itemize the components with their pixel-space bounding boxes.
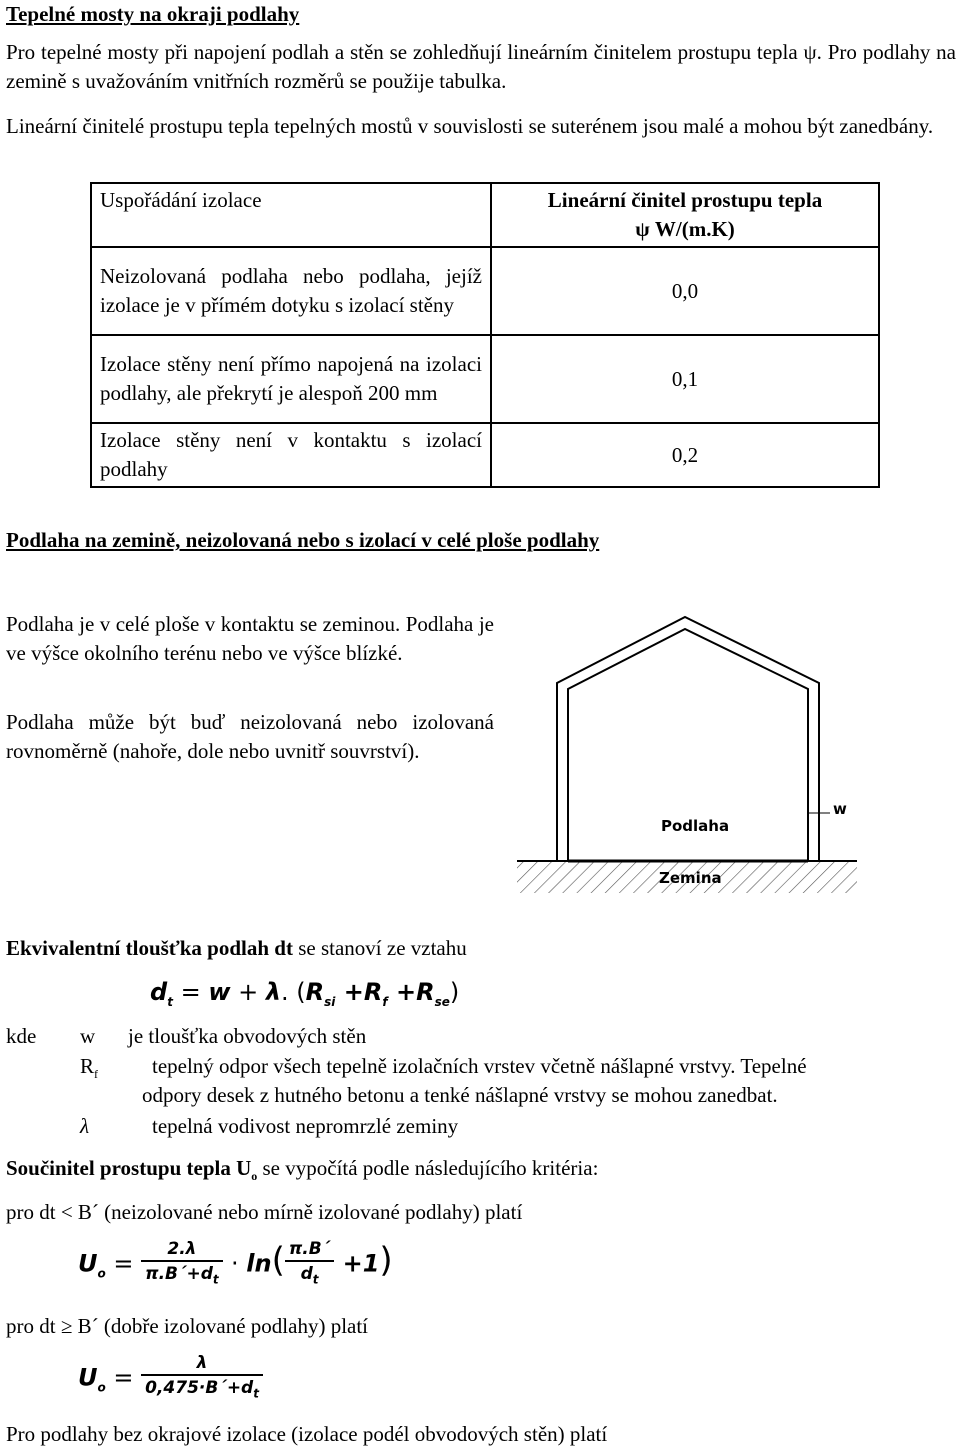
formula-uo2-eq: = bbox=[105, 1363, 142, 1392]
heading-floor-on-ground: Podlaha na zemině, neizolovaná nebo s izolací v celé ploše podlahy bbox=[6, 528, 600, 552]
label-w: w bbox=[833, 800, 847, 818]
formula-uo1-inner-num: π.B´ bbox=[285, 1238, 334, 1262]
legend-w-text: je tloušťka obvodových stěn bbox=[128, 1024, 367, 1048]
label-ground: Zemina bbox=[659, 869, 722, 887]
legend-lambda-symbol: λ bbox=[80, 1114, 90, 1138]
table-cell-label: Izolace stěny není v kontaktu s izolací podlahy bbox=[91, 423, 491, 487]
formula-dt-lambda: λ bbox=[265, 978, 282, 1006]
formula-uo2-den bbox=[141, 1376, 263, 1405]
heading-thermal-bridges: Tepelné mosty na okraji podlahy bbox=[6, 2, 300, 26]
legend-lambda-text: tepelná vodivost nepromrzlé zeminy bbox=[152, 1114, 459, 1138]
table-cell-value: 0,2 bbox=[491, 423, 879, 487]
legend-rf-text1: tepelný odpor všech tepelně izolačních vrstev včetně nášlapné vrstvy. Tepelné bbox=[152, 1054, 807, 1078]
formula-uo1-inner-den-sub: t bbox=[312, 1272, 319, 1287]
formula-uo1-fraction bbox=[141, 1238, 223, 1291]
table-header-arrangement: Uspořádání izolace bbox=[91, 183, 491, 247]
legend-rf-r: R bbox=[80, 1054, 95, 1078]
formula-dt-sub-si: si bbox=[324, 994, 336, 1009]
formula-uo1-ln: ln bbox=[246, 1249, 272, 1278]
formula-uo1-inner-fraction bbox=[285, 1238, 334, 1291]
case-uninsulated: pro dt < B´ (neizolované nebo mírně izolované podlahy) platí bbox=[6, 1200, 523, 1224]
table-row bbox=[91, 247, 879, 335]
paragraph-intro: Pro tepelné mosty při napojení podlah a stěn se zohledňují lineárním činitelem prostupu tepla ψ. Pro podlahy na zemině s uvažováním vnitřních rozměrů se použije tabulka. bbox=[6, 40, 956, 93]
formula-uo1-den-text: π.B´+d bbox=[145, 1264, 213, 1284]
legend-rf-sub: f bbox=[94, 1067, 99, 1082]
paragraph-insulation: Podlaha může být buď neizolovaná nebo izolovaná rovnoměrně (nahoře, dole nebo uvnitř souvrství). bbox=[6, 710, 494, 763]
formula-dt-plus: + bbox=[230, 978, 266, 1006]
formula-dt-sub-f: f bbox=[382, 994, 388, 1009]
paragraph-no-edge-insulation: Pro podlahy bez okrajové izolace (izolace podél obvodových stěn) platí bbox=[6, 1422, 608, 1446]
case-insulated: pro dt ≥ B´ (dobře izolované podlahy) platí bbox=[6, 1314, 369, 1338]
formula-uo1-eq: = bbox=[105, 1249, 142, 1278]
formula-uo1-den-sub: t bbox=[212, 1272, 219, 1287]
formula-dt-paren: . ( bbox=[281, 978, 306, 1006]
formula-dt-eq: = bbox=[172, 978, 209, 1006]
u-heading-sub: o bbox=[251, 1169, 258, 1184]
formula-uo1-den bbox=[141, 1262, 223, 1291]
eq-heading-bold: Ekvivalentní tloušťka podlah bbox=[6, 936, 270, 960]
formula-uo1-sub: o bbox=[97, 1266, 106, 1281]
table-row bbox=[91, 423, 879, 487]
table-header-row bbox=[91, 183, 879, 247]
formula-uo2-fraction bbox=[141, 1352, 263, 1405]
heading-equivalent-thickness bbox=[6, 934, 467, 963]
formula-dt-plus3: + bbox=[387, 978, 417, 1006]
formula-dt-close: ) bbox=[449, 978, 460, 1006]
table-header-psi bbox=[491, 183, 879, 247]
heading-u-coefficient bbox=[6, 1154, 598, 1191]
floor-diagram bbox=[515, 615, 860, 900]
formula-uo2-u: U bbox=[78, 1363, 98, 1392]
formula-dt-w: w bbox=[208, 978, 231, 1006]
label-floor: Podlaha bbox=[661, 817, 730, 835]
legend-rf-text2: odpory desek z hutného betonu a tenké nášlapné vrstvy se mohou zanedbat. bbox=[142, 1083, 778, 1107]
formula-uo-1: $U_o$ = $\frac{2.\lambda}{\pi.B´+d_t}$ · ln( $\frac{\pi.B´}{d_t}$ +1) bbox=[78, 1238, 393, 1291]
formula-uo1-inner-den-text: d bbox=[300, 1264, 313, 1284]
table-cell-value: 0,1 bbox=[491, 335, 879, 423]
insulation-table bbox=[90, 182, 880, 488]
formula-uo1-inner-den bbox=[285, 1262, 334, 1291]
paragraph-basement: Lineární činitelé prostupu tepla tepelných mostů v souvislosti se suterénem jsou malé a mohou být zanedbány. bbox=[6, 114, 934, 138]
table-cell-label: Izolace stěny není přímo napojená na izolaci podlahy, ale překrytí je alespoň 200 mm bbox=[91, 335, 491, 423]
formula-dt-r1: R bbox=[305, 978, 325, 1006]
eq-heading-dt: dt bbox=[274, 936, 293, 960]
formula-uo1-num: 2.λ bbox=[141, 1238, 223, 1262]
formula-uo1-plus1: +1 bbox=[334, 1249, 380, 1278]
table-cell-label: Neizolovaná podlaha nebo podlaha, jejíž izolace je v přímém dotyku s izolací stěny bbox=[91, 247, 491, 335]
u-heading-rest: se vypočítá podle následujícího kritéria: bbox=[257, 1156, 599, 1180]
formula-uo2-den-text: 0,475·B´+d bbox=[145, 1378, 254, 1398]
legend-kde: kde bbox=[6, 1024, 37, 1048]
formula-dt-lhs-sub: t bbox=[167, 994, 173, 1009]
formula-dt-r2: R bbox=[363, 978, 383, 1006]
u-heading-bold: Součinitel prostupu tepla U bbox=[6, 1156, 252, 1180]
formula-uo2-sub: o bbox=[97, 1380, 106, 1395]
formula-uo2-num: λ bbox=[141, 1352, 263, 1376]
legend-rf-symbol bbox=[80, 1052, 98, 1089]
legend-w-symbol: w bbox=[80, 1024, 96, 1048]
eq-heading-rest: se stanoví ze vztahu bbox=[292, 936, 467, 960]
formula-uo-2 bbox=[78, 1352, 263, 1405]
formula-dt-plus2: + bbox=[335, 978, 364, 1006]
paragraph-contact: Podlaha je v celé ploše v kontaktu se zeminou. Podlaha je ve výšce okolního terénu nebo ve výšce blízké. bbox=[6, 612, 494, 665]
formula-dt-lhs: d bbox=[150, 978, 168, 1006]
formula-uo1-u: U bbox=[78, 1249, 98, 1278]
formula-dt bbox=[150, 978, 459, 1017]
formula-uo2-den-sub: t bbox=[253, 1386, 259, 1401]
formula-dt-sub-se: se bbox=[434, 994, 450, 1009]
formula-dt-r3: R bbox=[416, 978, 435, 1006]
table-header-psi-line1: Lineární činitel prostupu tepla bbox=[547, 188, 823, 212]
table-cell-value: 0,0 bbox=[491, 247, 879, 335]
formula-uo1-dot: · bbox=[231, 1249, 247, 1278]
table-row bbox=[91, 335, 879, 423]
table-header-psi-line2: ψ W/(m.K) bbox=[635, 217, 735, 241]
